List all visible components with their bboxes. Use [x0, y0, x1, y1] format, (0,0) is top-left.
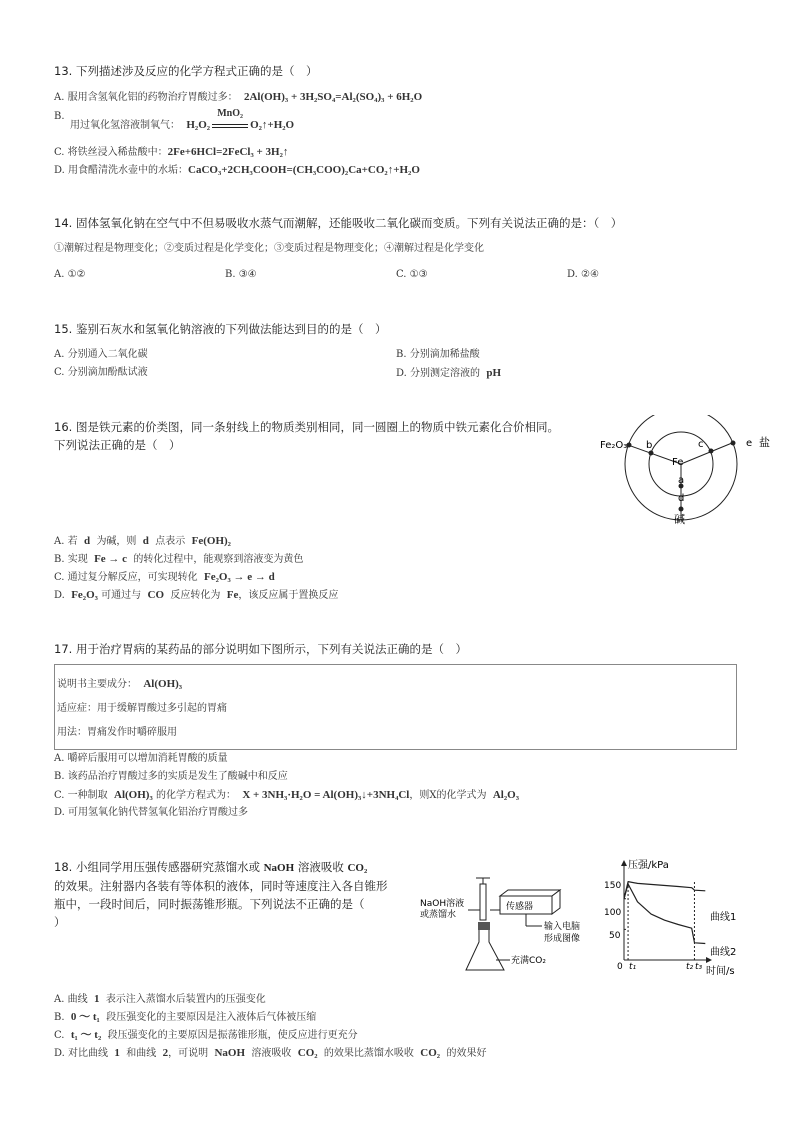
q18-stem-naoh: NaOH — [263, 862, 295, 874]
q18-stem-line1 — [54, 860, 367, 876]
q17-option-d: D. 可用氢氧化钠代替氢氧化铝治疗胃酸过多 — [54, 807, 249, 818]
label-form-image: 形成图像 — [544, 934, 581, 944]
q17-c-eq1: Al(OH)₃ — [114, 789, 153, 801]
q17-box-ingredient-eq: Al(OH)₃ — [143, 678, 183, 690]
q16-option-b — [54, 552, 303, 567]
q13-option-b — [70, 108, 295, 133]
q13-option-b-label: B. — [54, 111, 65, 122]
q18-stem-line4: ） — [54, 915, 66, 929]
conical-flask — [466, 930, 504, 970]
q15-stem: 15. 鉴别石灰水和氢氧化钠溶液的下列做法能达到目的的是（ ） — [54, 322, 387, 336]
q13-equals-sign — [212, 124, 248, 128]
label-sensor: 传感器 — [506, 902, 534, 912]
q14-option-c: C. ①③ — [396, 269, 428, 280]
q18-option-c — [54, 1028, 358, 1043]
q14-option-b: B. ③④ — [225, 269, 257, 280]
q18-d-eq2: CO₂ — [297, 1047, 318, 1059]
q17-c-eq2: X + 3NH₃·H₂O = Al(OH)₃↓+3NH₄Cl — [242, 789, 410, 801]
pressure-chart — [600, 856, 770, 976]
q13-option-c — [54, 145, 288, 160]
point-b — [649, 451, 654, 456]
q18-b-text2: 段压强变化的主要原因是注入液体后气体被压缩 — [106, 1012, 317, 1023]
q18-c-text2: 段压强变化的主要原因是振荡锥形瓶，使反应进行更充分 — [107, 1030, 358, 1041]
q16-b-text1: B. 实现 — [54, 554, 88, 565]
q13-d-text: D. 用食醋清洗水壶中的水垢： — [54, 165, 189, 176]
y-axis-arrow — [621, 860, 627, 866]
q13-stem: 13. 下列描述涉及反应的化学方程式正确的是（ ） — [54, 64, 318, 78]
q13-b-eq-right: O₂↑+H₂O — [250, 119, 295, 131]
q16-a-text1: A. 若 — [54, 536, 78, 547]
q14-option-d: D. ②④ — [567, 269, 599, 280]
q16-d-text3: 反应转化为 — [170, 590, 221, 601]
q15-option-a: A. 分别通入二氧化碳 — [54, 349, 148, 360]
q16-a-eq: Fe(OH)₂ — [191, 535, 231, 547]
q17-c-text3: ，则X的化学式为 — [409, 790, 487, 801]
q16-stem-line2: 下列说法正确的是（ ） — [54, 438, 181, 452]
label-fe2o3: Fe₂O₃ — [600, 440, 628, 451]
q13-d-equation: CaCO₃+2CH₃COOH=(CH₃COO)₂Ca+CO₂↑+H₂O — [188, 164, 420, 176]
q13-c-text: C. 将铁丝浸入稀盐酸中： — [54, 147, 168, 158]
q17-instructions-box — [54, 664, 737, 750]
q18-stem-text1b: 溶液吸收 — [297, 860, 344, 874]
q17-c-text1: C. 一种制取 — [54, 790, 108, 801]
q18-stem-line2: 的效果。注射器内各装有等体积的液体，同时等速度注入各自锥形 — [54, 879, 388, 893]
q13-a-text: A. 服用含氢氧化铝的药物治疗胃酸过多： — [54, 92, 238, 103]
label-filled-co2: 充满CO₂ — [511, 956, 546, 966]
q16-option-a — [54, 534, 231, 549]
stopper — [478, 922, 490, 930]
q16-stem-line1: 16. 图是铁元素的价类图，同一条射线上的物质类别相同，同一圆圈上的物质中铁元素化合价相同。 — [54, 420, 559, 434]
label-salt: 盐 — [759, 436, 770, 449]
q18-stem-line3: 瓶中，一段时间后，同时振荡锥形瓶。下列说法不正确的是（ — [54, 897, 365, 911]
series-line-curve1 — [624, 882, 705, 899]
q16-option-d — [54, 588, 338, 603]
q18-d-text1: D. 对比曲线 — [54, 1048, 109, 1059]
x-tick-t1: t₁ — [629, 962, 637, 972]
q16-d-eq2: CO — [147, 589, 165, 601]
series-line-curve2 — [624, 884, 705, 944]
label-base: 碱 — [674, 513, 685, 526]
chart-marks — [624, 880, 705, 960]
q14-statements: ①潮解过程是物理变化；②变质过程是化学变化；③变质过程是物理变化；④潮解过程是化学变化 — [54, 243, 484, 254]
q16-option-c — [54, 570, 275, 585]
x-axis-label: 时间/s — [706, 966, 735, 976]
q17-option-c — [54, 788, 519, 803]
q18-option-d — [54, 1046, 486, 1061]
point-oxide — [627, 443, 632, 448]
label-b: b — [646, 440, 653, 451]
q14-option-a: A. ①② — [54, 269, 86, 280]
point-d — [679, 507, 684, 512]
q17-c-text2: 的化学方程式为： — [155, 790, 236, 801]
q16-d-text2: 可通过与 — [101, 590, 142, 601]
q15-option-b: B. 分别滴加稀盐酸 — [396, 349, 480, 360]
q15-option-d — [396, 366, 501, 381]
series-label-curve1: 曲线1 — [710, 912, 737, 923]
q16-d-eq1: Fe₂O₃ — [71, 589, 98, 601]
apparatus-diagram — [416, 874, 596, 984]
q18-b-eq: 0 ～ t₁ — [70, 1011, 100, 1023]
q18-b-text1: B. — [54, 1012, 65, 1023]
series-label-curve2: 曲线2 — [710, 947, 737, 958]
q15-d-ph: pH — [486, 367, 502, 379]
q18-c-eq: t₁ ～ t₂ — [70, 1029, 102, 1041]
label-input-pc: 输入电脑 — [544, 922, 581, 932]
q18-d-eq3: CO₂ — [420, 1047, 441, 1059]
label-distilled-water: 或蒸馏水 — [420, 910, 457, 920]
q15-d-text: D. 分别测定溶液的 — [396, 368, 481, 379]
q13-option-d — [54, 163, 420, 178]
label-c: c — [698, 439, 704, 450]
label-naoh-solution: NaOH溶液 — [420, 899, 465, 909]
q15-option-c: C. 分别滴加酚酞试液 — [54, 367, 148, 378]
y-tick-50: 50 — [609, 931, 621, 941]
q13-catalyst-arrow — [212, 108, 248, 128]
y-tick-150: 150 — [604, 881, 622, 891]
y-axis-label: 压强/kPa — [628, 860, 669, 871]
q18-a-n: 1 — [93, 993, 100, 1005]
label-d: d — [678, 493, 685, 504]
q17-box-usage: 用法：胃痛发作时嚼碎服用 — [57, 727, 177, 738]
q18-option-a — [54, 992, 266, 1007]
x-tick-t3: t₃ — [695, 962, 703, 972]
q18-stem-co2: CO₂ — [347, 862, 368, 874]
label-a: a — [678, 475, 685, 486]
x-tick-t2: t₂ — [686, 962, 694, 972]
q17-box-ingredient-label: 说明书主要成分： — [57, 679, 137, 690]
q16-d-text4: ，该反应属于置换反应 — [238, 590, 339, 601]
q16-b-eq: Fe → c — [94, 553, 128, 565]
q16-b-text2: 的转化过程中，能观察到溶液变为黄色 — [133, 554, 304, 565]
q16-a-d1: d — [83, 535, 91, 547]
q16-a-text3: 点表示 — [155, 536, 186, 547]
label-fe-center: Fe — [672, 457, 684, 468]
q13-c-equation: 2Fe+6HCl=2FeCl₃ + 3H₂↑ — [167, 146, 289, 158]
q16-a-text2: 为碱，则 — [96, 536, 137, 547]
label-e: e — [746, 438, 753, 449]
q17-c-eq3: Al₂O₃ — [492, 789, 520, 801]
q18-stem-text1: 18. 小组同学用压强传感器研究蒸馏水或 — [54, 860, 260, 874]
q18-d-text5: 的效果比蒸馏水吸收 — [323, 1048, 414, 1059]
q13-a-equation: 2Al(OH)₃ + 3H₂SO₄=Al₂(SO₄)₃ + 6H₂O — [243, 91, 423, 103]
q13-option-a — [54, 90, 422, 105]
q16-c-eq: Fe₂O₃ → e → d — [204, 571, 275, 583]
point-e — [731, 441, 736, 446]
q18-d-text2: 和曲线 — [126, 1048, 157, 1059]
q13-b-eq-left: H₂O₂ — [186, 119, 211, 131]
q16-c-text: C. 通过复分解反应，可实现转化 — [54, 572, 198, 583]
q16-d-eq3: Fe — [226, 589, 239, 601]
q18-a-text2: 表示注入蒸馏水后装置内的压强变化 — [105, 994, 266, 1005]
iron-valence-diagram — [594, 415, 784, 527]
q18-c-text1: C. — [54, 1030, 65, 1041]
q17-box-ingredient — [57, 677, 182, 692]
q18-d-eq1: NaOH — [214, 1047, 246, 1059]
q14-stem: 14. 固体氢氧化钠在空气中不但易吸收水蒸气而潮解，还能吸收二氧化碳而变质。下列有关说法正确的是：（ ） — [54, 216, 623, 230]
q18-a-text1: A. 曲线 — [54, 994, 88, 1005]
q16-a-d2: d — [142, 535, 149, 547]
x-tick-0: 0 — [617, 962, 623, 972]
q17-box-indication: 适应症：用于缓解胃酸过多引起的胃痛 — [57, 703, 227, 714]
q18-d-text3: ，可说明 — [168, 1048, 209, 1059]
sensor-box-top — [500, 890, 560, 896]
q18-option-b — [54, 1010, 316, 1025]
q18-d-text4: 溶液吸收 — [251, 1048, 292, 1059]
q17-stem: 17. 用于治疗胃病的某药品的部分说明如下图所示，下列有关说法正确的是（ ） — [54, 642, 467, 656]
q18-d-n2: 2 — [162, 1047, 169, 1059]
q13-catalyst: MnO₂ — [217, 108, 243, 119]
q18-d-n1: 1 — [114, 1047, 120, 1059]
y-tick-100: 100 — [604, 908, 622, 918]
q13-b-text: 用过氧化氢溶液制氧气： — [70, 120, 180, 131]
ray-salt — [681, 443, 732, 464]
q18-d-text6: 的效果好 — [446, 1048, 487, 1059]
q17-option-b: B. 该药品治疗胃酸过多的实质是发生了酸碱中和反应 — [54, 771, 288, 782]
q17-option-a: A. 嚼碎后服用可以增加消耗胃酸的质量 — [54, 753, 228, 764]
syringe — [480, 884, 486, 920]
point-c — [709, 449, 714, 454]
q16-d-text1: D. — [54, 590, 65, 601]
